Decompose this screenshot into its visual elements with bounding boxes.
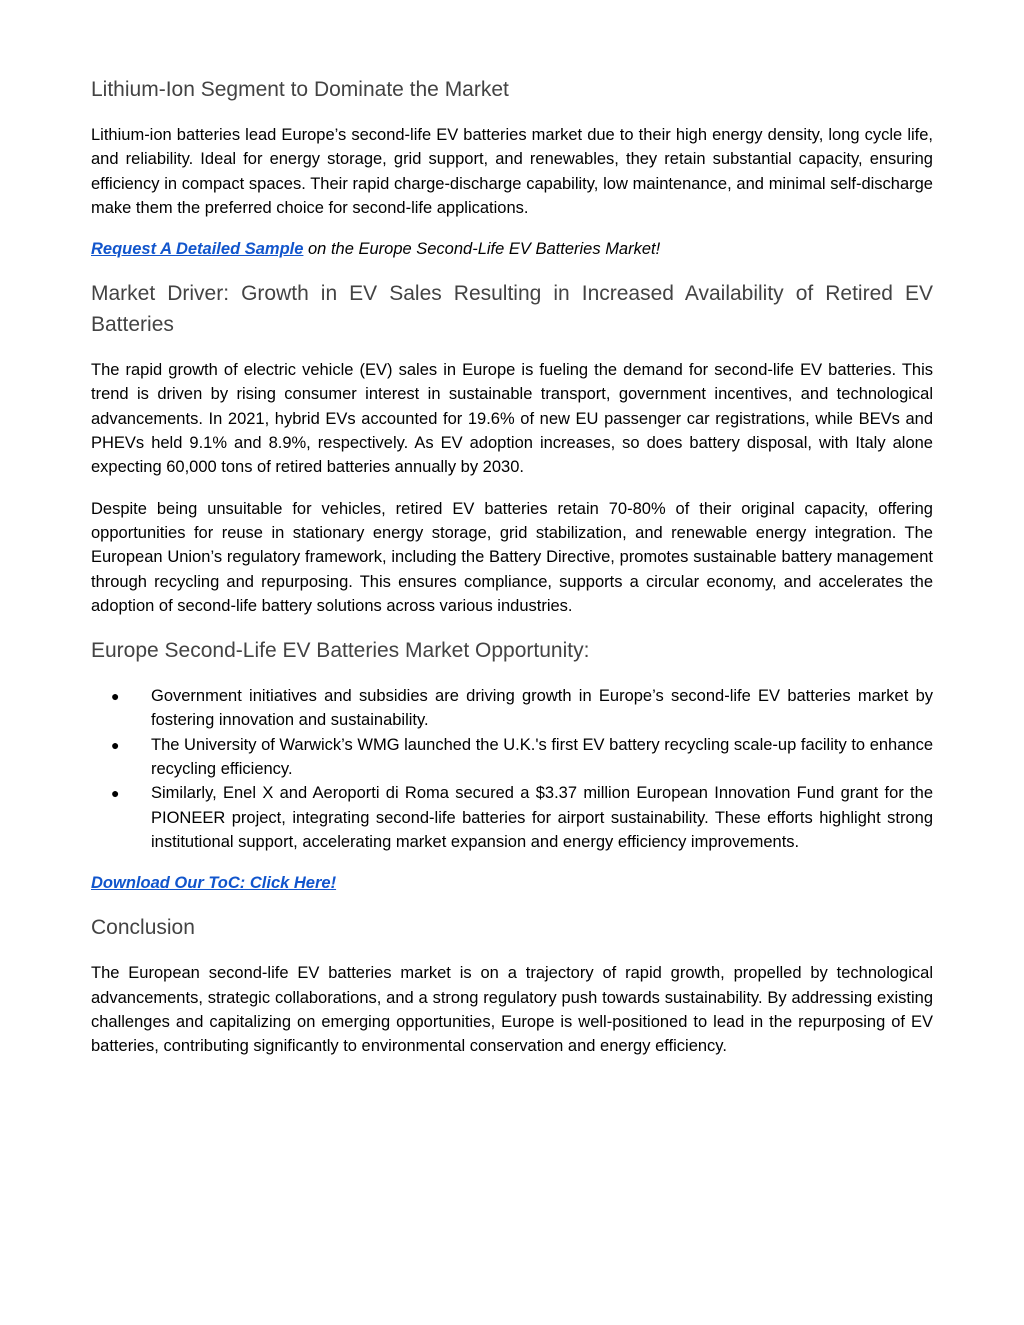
opportunity-heading: Europe Second-Life EV Batteries Market Opportunity: (91, 639, 590, 663)
lithium-section-paragraph: Lithium-ion batteries lead Europe’s second-life EV batteries market due to their high energy density, long cycle life, and reliability. Ideal for energy storage, grid support, and renewables, they retain substantial capacity, ensuring efficiency in compact spaces. Their rapid charge-discharge capability, low maintenance, and minimal self-discharge make them the preferred choice for second-life applications. (91, 126, 933, 217)
list-item (91, 733, 933, 782)
bullet-icon: ● (111, 736, 120, 753)
market-driver-paragraph-2: Despite being unsuitable for vehicles, retired EV batteries retain 70-80% of their original capacity, offering opportunities for reuse in stationary energy storage, grid stabilization, and renewable energy integration. The European Union’s regulatory framework, including the Battery Directive, promotes sustainable battery management through recycling and repurposing. This ensures compliance, supports a circular economy, and accelerates the adoption of second-life battery solutions across various industries. (91, 499, 933, 615)
market-driver-heading: Market Driver: Growth in EV Sales Resulting in Increased Availability of Retired EV Batteries (91, 282, 933, 337)
bullet-icon: ● (111, 785, 120, 802)
conclusion-paragraph: The European second-life EV batteries market is on a trajectory of rapid growth, propelled by technological advancements, strategic collaborations, and a strong regulatory push towards sustainability. By addressing existing challenges and capitalizing on emerging opportunities, Europe is well-positioned to lead in the repurposing of EV batteries, contributing significantly to environmental conservation and energy efficiency. (91, 964, 933, 1056)
list-item (91, 684, 933, 733)
toc-cta-line (91, 871, 933, 895)
market-driver-paragraph-1: The rapid growth of electric vehicle (EV) sales in Europe is fueling the demand for second-life EV batteries. This trend is driven by rising consumer interest in sustainable transport, government incentives, and technological advancements. In 2021, hybrid EVs accounted for 19.6% of new EU passenger car registrations, while BEVs and PHEVs held 9.1% and 8.9%, respectively. As EV adoption increases, so does battery disposal, with Italy alone expecting 60,000 tons of retired batteries annually by 2030. (91, 361, 933, 477)
sample-cta-line (91, 237, 933, 261)
sample-cta-trailing-text: on the Europe Second-Life EV Batteries Market! (303, 240, 661, 259)
list-item (91, 781, 933, 854)
document-page (91, 73, 933, 1058)
list-item-text: Government initiatives and subsidies are driving growth in Europe’s second-life EV batteries market by fostering innovation and sustainability. (151, 687, 933, 730)
list-item-text: The University of Warwick’s WMG launched the U.K.'s first EV battery recycling scale-up facility to enhance recycling efficiency. (151, 735, 933, 779)
lithium-section-heading: Lithium-Ion Segment to Dominate the Market (91, 78, 509, 101)
conclusion-heading: Conclusion (91, 916, 195, 940)
list-item-text: Similarly, Enel X and Aeroporti di Roma secured a $3.37 million European Innovation Fund grant for the PIONEER project, integrating second-life batteries for airport sustainability. These efforts highlight strong institutional support, accelerating market expansion and energy efficiency improvements. (151, 784, 933, 851)
opportunity-list (91, 684, 933, 854)
request-sample-link[interactable]: Request A Detailed Sample (91, 240, 304, 259)
bullet-icon: ● (111, 688, 120, 705)
download-toc-link[interactable]: Download Our ToC: Click Here! (91, 874, 337, 893)
